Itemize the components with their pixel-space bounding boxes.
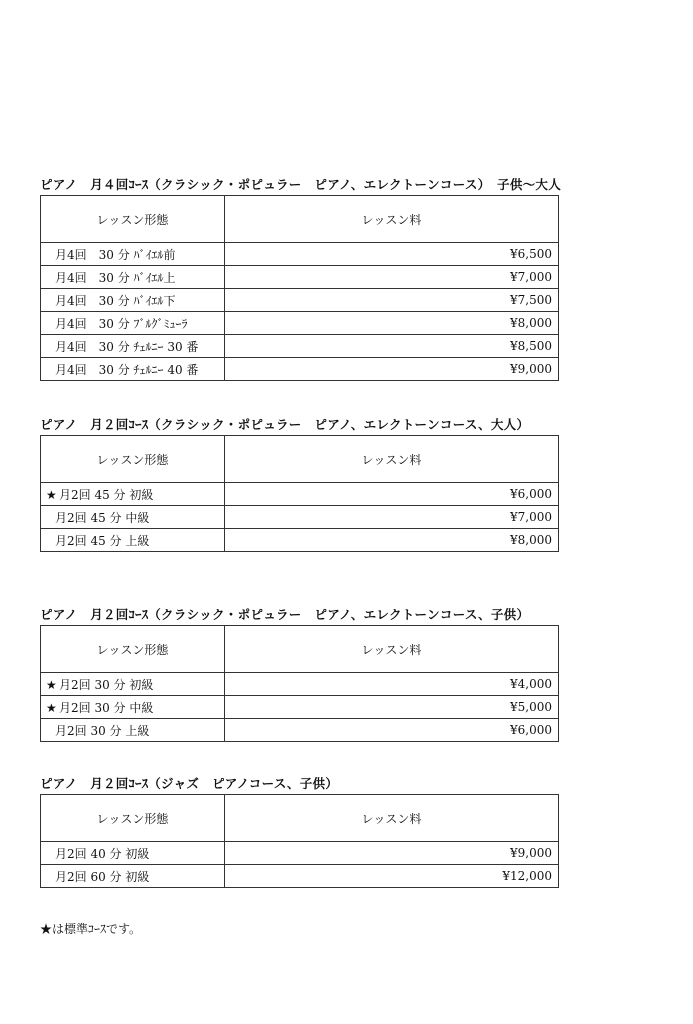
section-title: ピアノ 月４回ｺｰｽ（クラシック・ポピュラー ピアノ、エレクトーンコース） 子供～大人: [40, 177, 562, 192]
lesson-price: ¥6,000: [225, 719, 559, 742]
price-table: [40, 625, 559, 742]
table-row: [41, 289, 559, 312]
table-row: [41, 865, 559, 888]
footnote: ★は標準ｺｰｽです。: [40, 922, 142, 936]
lesson-type: 月4回 30 分 ﾊﾞｲｴﾙ下: [41, 289, 225, 312]
table-row: [41, 335, 559, 358]
lesson-price: ¥8,000: [225, 312, 559, 335]
lesson-price: ¥8,000: [225, 529, 559, 552]
table-row: [41, 358, 559, 381]
section-title: ピアノ 月２回ｺｰｽ（クラシック・ポピュラー ピアノ、エレクトーンコース、子供）: [40, 607, 530, 622]
column-header-price: レッスン料: [225, 795, 559, 842]
table-header-row: [41, 436, 559, 483]
table-header-row: [41, 196, 559, 243]
table-row: [41, 312, 559, 335]
table-row: [41, 719, 559, 742]
section-jazz: [40, 776, 560, 888]
column-header-type: レッスン形態: [41, 196, 225, 243]
lesson-price: ¥7,000: [225, 266, 559, 289]
lesson-type: 月2回 45 分 初級: [59, 487, 154, 502]
lesson-price: ¥7,000: [225, 506, 559, 529]
lesson-price: ¥6,500: [225, 243, 559, 266]
lesson-price: ¥6,000: [225, 483, 559, 506]
lesson-price: ¥9,000: [225, 358, 559, 381]
lesson-type: 月2回 30 分 上級: [41, 719, 225, 742]
lesson-type: 月4回 30 分 ﾁｪﾙﾆｰ 30 番: [41, 335, 225, 358]
lesson-price: ¥8,500: [225, 335, 559, 358]
lesson-type: 月4回 30 分 ﾁｪﾙﾆｰ 40 番: [41, 358, 225, 381]
lesson-type: 月2回 60 分 初級: [41, 865, 225, 888]
lesson-type: 月2回 40 分 初級: [41, 842, 225, 865]
section-monthly4: [40, 177, 560, 381]
lesson-type: 月2回 30 分 中級: [59, 700, 154, 715]
lesson-price: ¥12,000: [225, 865, 559, 888]
lesson-price: ¥4,000: [225, 673, 559, 696]
table-row: [41, 243, 559, 266]
lesson-price: ¥9,000: [225, 842, 559, 865]
lesson-type: 月2回 45 分 上級: [41, 529, 225, 552]
price-table: [40, 435, 559, 552]
table-header-row: [41, 626, 559, 673]
lesson-type: 月2回 45 分 中級: [41, 506, 225, 529]
table-row: [41, 842, 559, 865]
lesson-type: 月2回 30 分 初級: [59, 677, 154, 692]
column-header-type: レッスン形態: [41, 795, 225, 842]
column-header-type: レッスン形態: [41, 436, 225, 483]
table-row: [41, 266, 559, 289]
section-title: ピアノ 月２回ｺｰｽ（ジャズ ピアノコース、子供）: [40, 776, 339, 791]
column-header-price: レッスン料: [225, 196, 559, 243]
price-table: [40, 794, 559, 888]
section-title: ピアノ 月２回ｺｰｽ（クラシック・ポピュラー ピアノ、エレクトーンコース、大人）: [40, 417, 530, 432]
lesson-price: ¥5,000: [225, 696, 559, 719]
table-row: [41, 483, 559, 506]
table-row: [41, 673, 559, 696]
lesson-price: ¥7,500: [225, 289, 559, 312]
table-header-row: [41, 795, 559, 842]
lesson-type: 月4回 30 分 ﾊﾞｲｴﾙ上: [41, 266, 225, 289]
star-icon: ★: [46, 487, 57, 502]
lesson-type-cell: [41, 483, 225, 506]
lesson-type-cell: [41, 696, 225, 719]
table-row: [41, 529, 559, 552]
star-icon: ★: [46, 700, 57, 715]
table-row: [41, 506, 559, 529]
section-monthly2-adult: [40, 417, 560, 552]
table-row: [41, 696, 559, 719]
lesson-type-cell: [41, 673, 225, 696]
lesson-type: 月4回 30 分 ﾌﾞﾙｸﾞﾐｭｰﾗ: [41, 312, 225, 335]
column-header-price: レッスン料: [225, 626, 559, 673]
price-table: [40, 195, 559, 381]
star-icon: ★: [46, 677, 57, 692]
column-header-type: レッスン形態: [41, 626, 225, 673]
lesson-type: 月4回 30 分 ﾊﾞｲｴﾙ前: [41, 243, 225, 266]
column-header-price: レッスン料: [225, 436, 559, 483]
section-monthly2-child: [40, 607, 560, 742]
